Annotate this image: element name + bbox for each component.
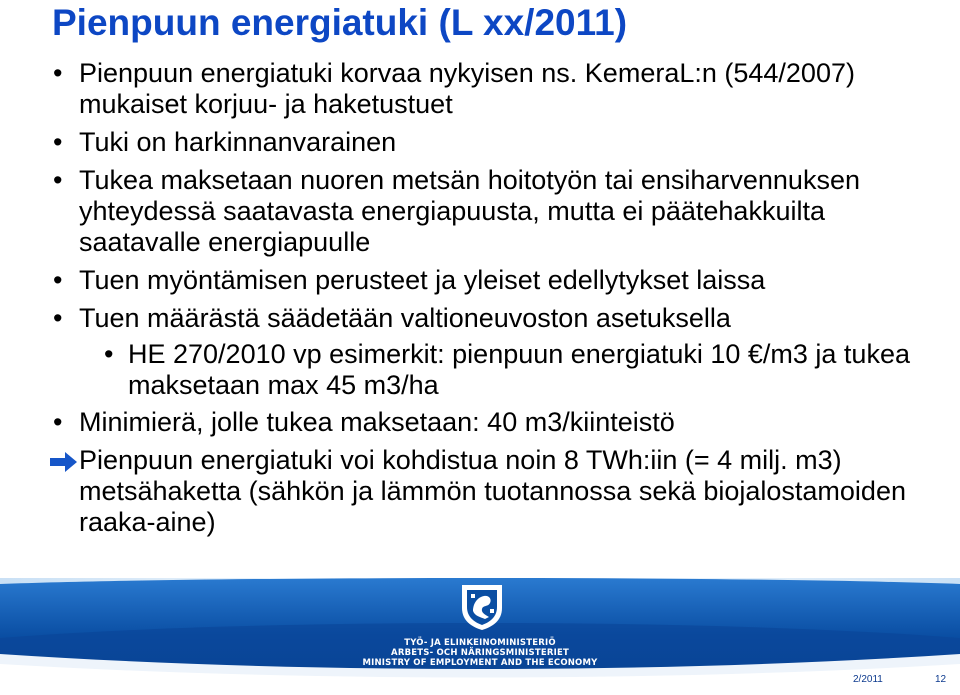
bullet-item bbox=[48, 303, 948, 334]
bullet-marker: • bbox=[104, 339, 114, 369]
page-number: 12 bbox=[935, 674, 947, 685]
bullet-marker: • bbox=[53, 265, 63, 295]
bullet-text: Tukea maksetaan nuoren metsän hoitotyön tai ensiharvennuksen yhteydessä saatavasta energiapuusta, mutta ei päätehakkuilta saatavalle energiapuulle bbox=[79, 165, 860, 257]
bullet-item bbox=[48, 58, 948, 120]
bullet-marker: • bbox=[53, 58, 63, 88]
bullet-list bbox=[48, 58, 948, 545]
bullet-item bbox=[48, 127, 948, 158]
bullet-text: Tuen myöntämisen perusteet ja yleiset edellytykset laissa bbox=[79, 265, 766, 295]
bullet-item bbox=[48, 265, 948, 296]
sub-bullet-text: HE 270/2010 vp esimerkit: pienpuun energiatuki 10 €/m3 ja tukea maksetaan max 45 m3/ha bbox=[128, 339, 910, 400]
sub-bullet-item bbox=[48, 339, 948, 401]
bullet-text: Tuen määrästä säädetään valtioneuvoston asetuksella bbox=[79, 303, 731, 333]
bullet-marker: • bbox=[53, 127, 63, 157]
slide-date: 2/2011 bbox=[853, 674, 883, 685]
ministry-name-swedish: ARBETS- OCH NÄRINGSMINISTERIET bbox=[391, 648, 569, 658]
bullet-item bbox=[48, 165, 948, 258]
right-arrow-icon bbox=[48, 450, 79, 474]
slide-title: Pienpuun energiatuki (L xx/2011) bbox=[52, 2, 628, 43]
ministry-name-english: MINISTRY OF EMPLOYMENT AND THE ECONOMY bbox=[362, 658, 598, 668]
footer-band bbox=[0, 578, 960, 695]
ministry-name-finnish: TYÖ- JA ELINKEINOMINISTERIÖ bbox=[404, 638, 556, 648]
arrow-item bbox=[48, 445, 948, 538]
bullet-marker: • bbox=[53, 303, 63, 333]
arrow-item-text: Pienpuun energiatuki voi kohdistua noin 8 TWh:iin (= 4 milj. m3) metsähaketta (sähkön ja lämmön tuotannossa sekä biojalostamoiden raaka-aine) bbox=[79, 445, 906, 537]
bullet-text: Minimierä, jolle tukea maksetaan: 40 m3/kiinteistö bbox=[79, 407, 675, 437]
bullet-marker: • bbox=[53, 165, 63, 195]
finnish-lion-emblem-icon bbox=[459, 581, 505, 631]
bullet-item bbox=[48, 407, 948, 438]
bullet-text: Pienpuun energiatuki korvaa nykyisen ns. KemeraL:n (544/2007) mukaiset korjuu- ja haketustuet bbox=[79, 58, 855, 119]
bullet-marker: • bbox=[53, 407, 63, 437]
bullet-text: Tuki on harkinnanvarainen bbox=[79, 127, 397, 157]
